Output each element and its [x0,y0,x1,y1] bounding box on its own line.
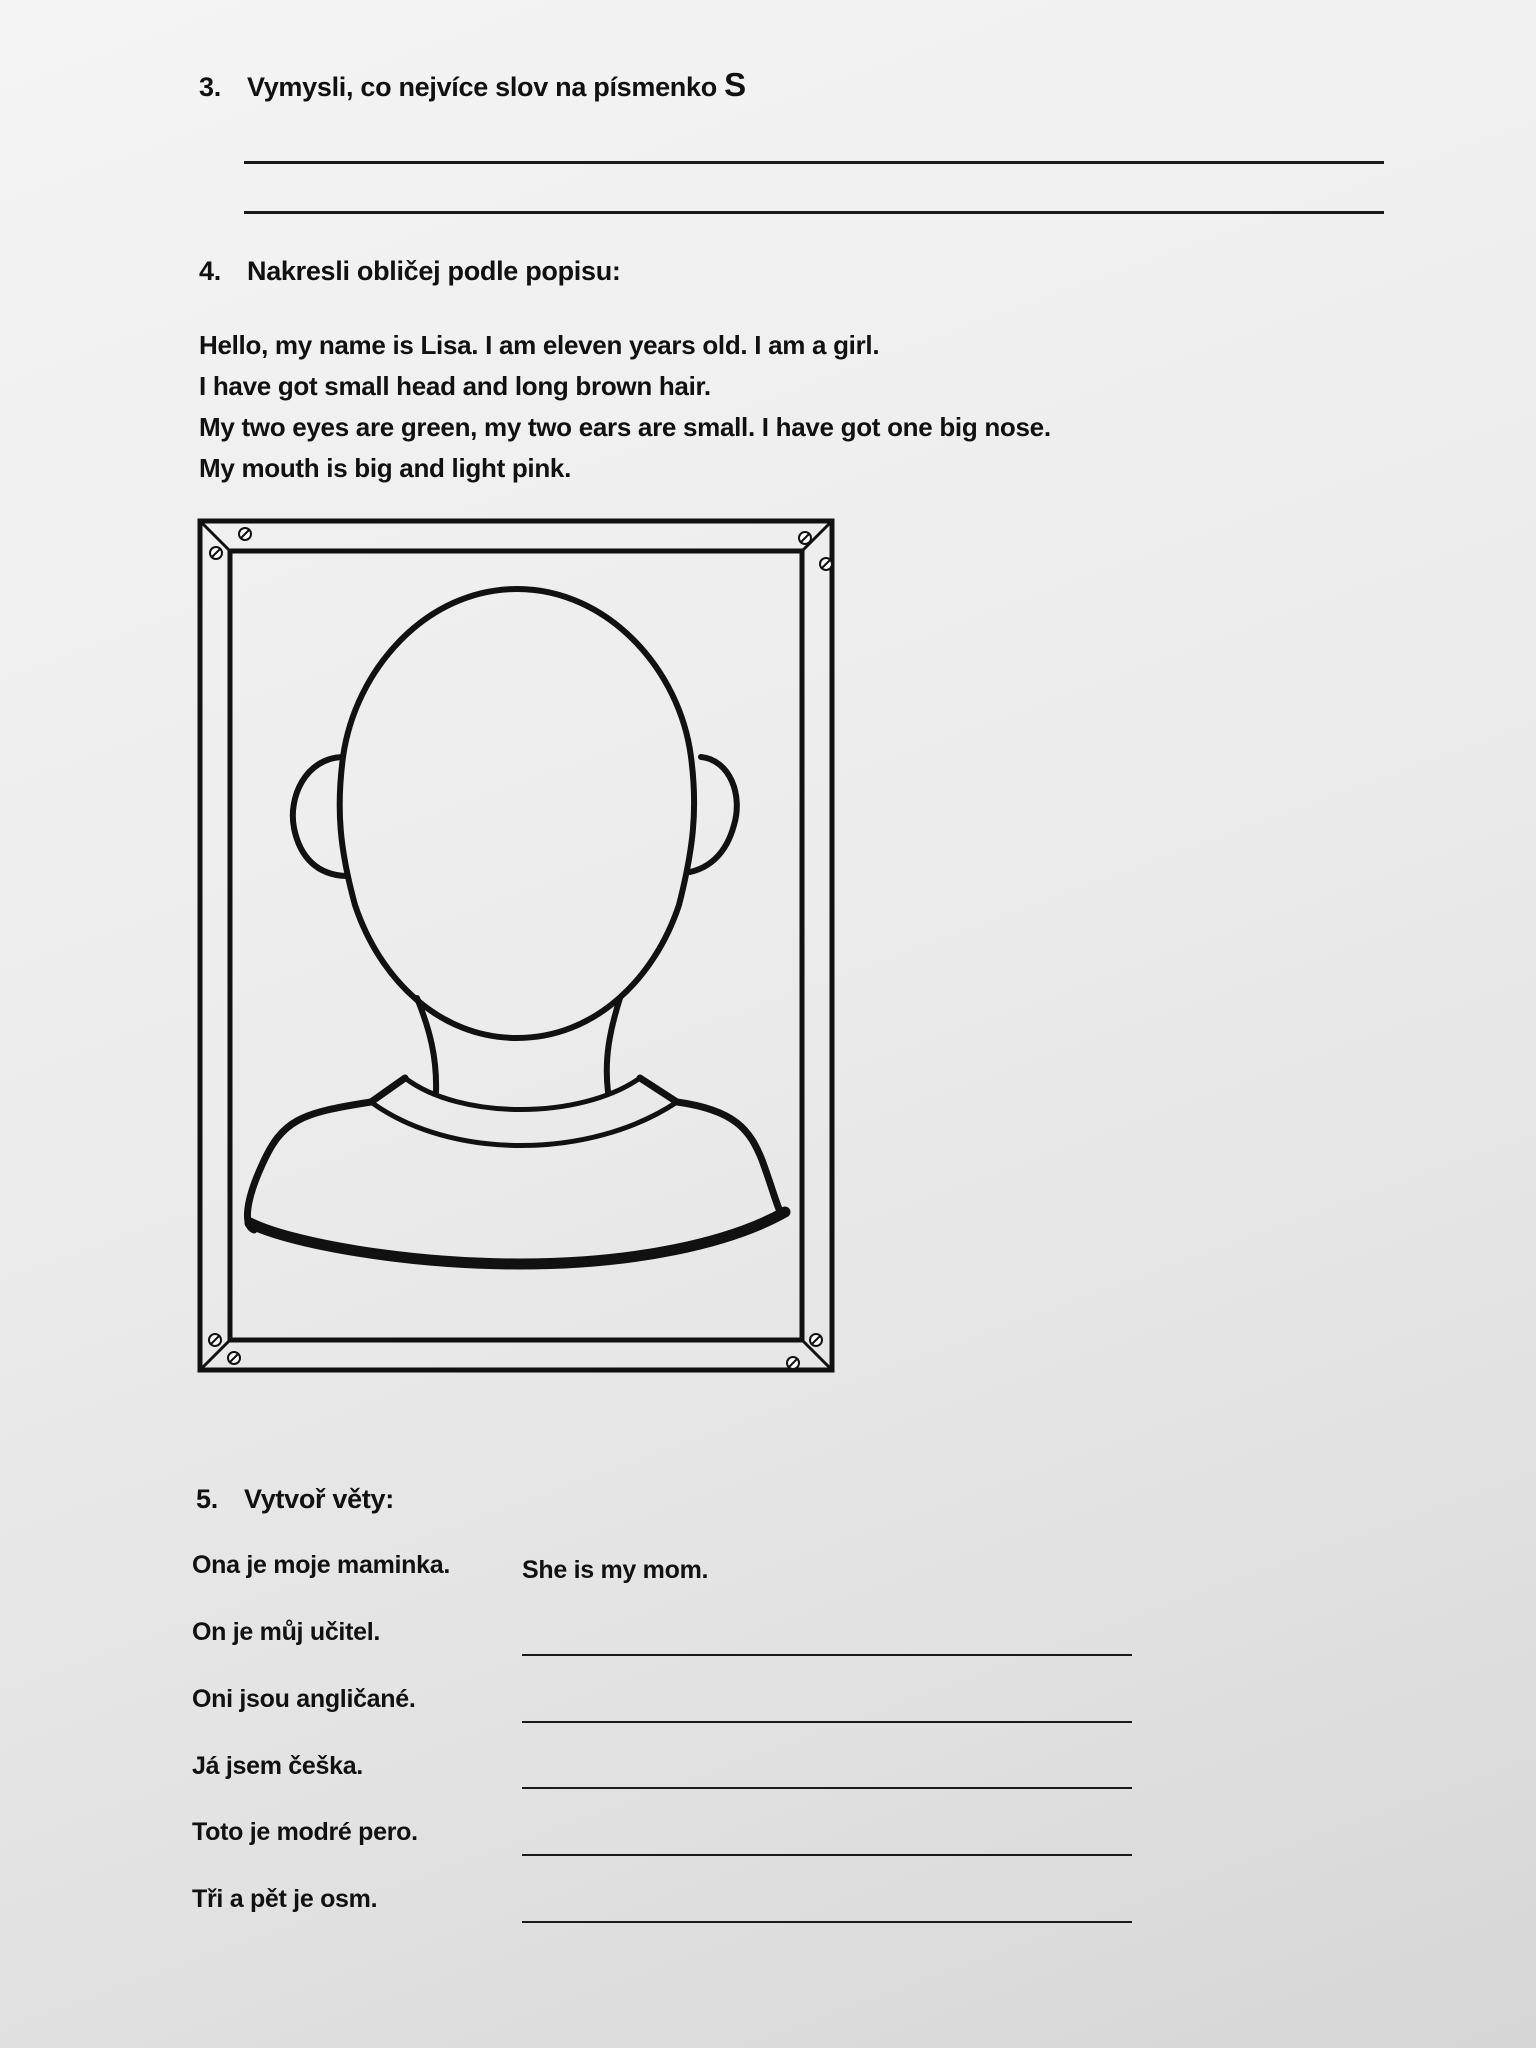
description-line: Hello, my name is Lisa. I am eleven years old. I am a girl. [199,330,880,360]
task-5-heading [196,1484,394,1515]
right-ear [690,757,737,872]
sentence-1-czech: On je můj učitel. [192,1618,380,1646]
description-line: My two eyes are green, my two ears are small. I have got one big nose. [199,412,1051,442]
shoulders-right [640,1078,782,1215]
sentence-3-answer-line[interactable] [522,1787,1132,1789]
sentence-4-czech: Toto je modré pero. [192,1818,418,1846]
task-4-heading [199,256,621,287]
head [340,589,694,1038]
portrait-frame-drawing[interactable] [190,510,850,1390]
task-3-heading [199,66,746,104]
task-3-answer-line-1[interactable] [244,161,1384,164]
task-4-prompt: Nakresli obličej podle popisu: [247,256,621,286]
example-czech-sentence: Ona je moje maminka. [192,1551,450,1579]
shoulders-left [247,1078,405,1230]
task-3-prompt: Vymysli, co nejvíce slov na písmenko [247,72,717,102]
task-3-letter: S [724,66,746,103]
task-4-description [199,325,1051,489]
task-3-answer-line-2[interactable] [244,211,1384,214]
sentence-5-czech: Tři a pět je osm. [192,1885,378,1913]
task-5-prompt: Vytvoř věty: [244,1484,394,1514]
sentence-3-czech: Já jsem češka. [192,1752,363,1780]
description-line: My mouth is big and light pink. [199,453,572,483]
sentence-4-answer-line[interactable] [522,1854,1132,1856]
neck-right [607,998,620,1092]
task-3-number: 3. [199,72,221,102]
sentence-1-answer-line[interactable] [522,1654,1132,1656]
shirt-bottom [250,1212,785,1264]
sentence-2-answer-line[interactable] [522,1721,1132,1723]
task-4-number: 4. [199,256,221,286]
description-line: I have got small head and long brown hair. [199,371,711,401]
example-english-sentence: She is my mom. [522,1556,709,1584]
sentence-2-czech: Oni jsou angličané. [192,1685,416,1713]
sentence-5-answer-line[interactable] [522,1921,1132,1923]
task-5-number: 5. [196,1484,218,1514]
face-outline [247,589,785,1264]
